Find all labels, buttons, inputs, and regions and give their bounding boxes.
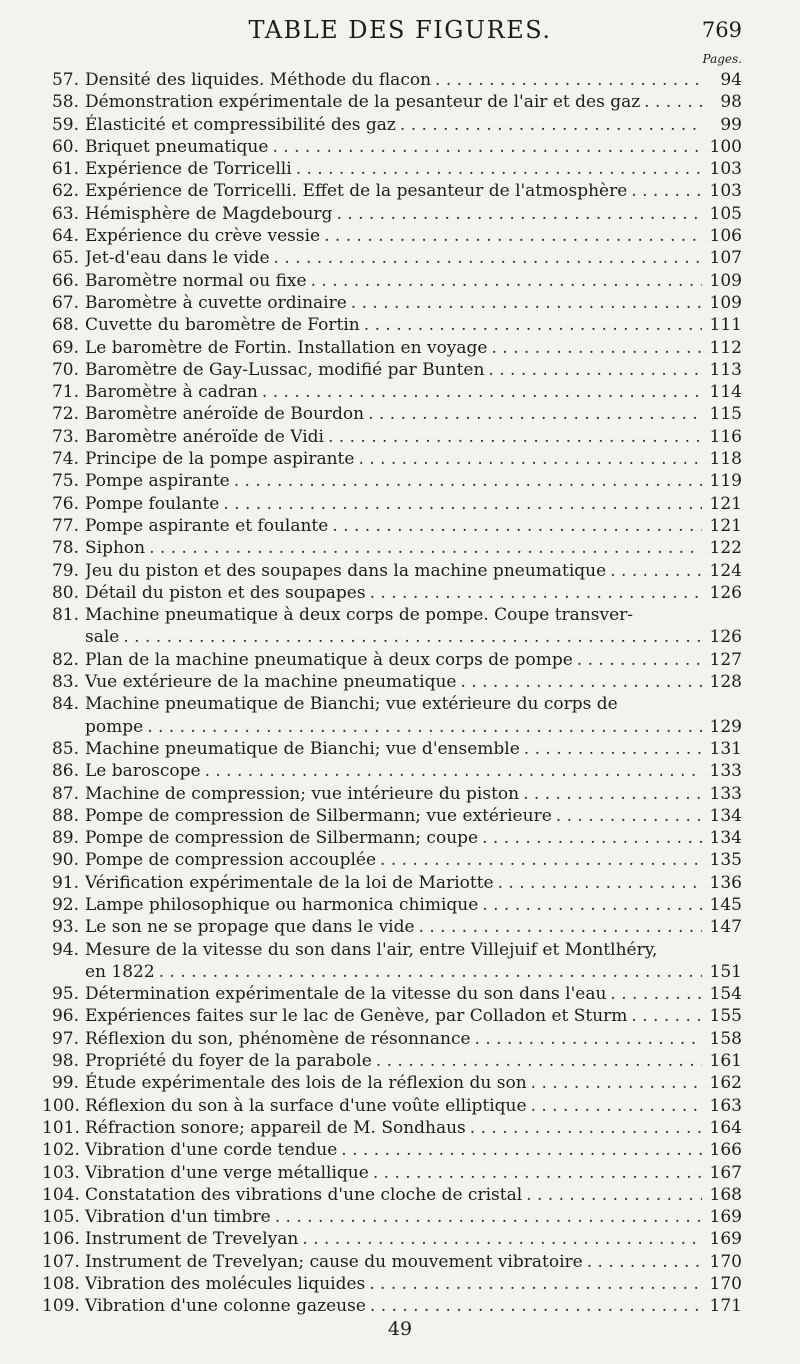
figure-number: 87. — [51, 783, 79, 804]
figure-title: Le son ne se propage que dans le vide — [85, 917, 415, 938]
figure-number: 80. — [51, 582, 79, 603]
figure-title: Densité des liquides. Méthode du flacon — [85, 70, 432, 90]
figure-title: Démonstration expérimentale de la pesanteur de l'air et des gaz — [85, 92, 641, 113]
figure-number: 86. — [51, 761, 79, 782]
list-item-continuation — [42, 716, 742, 738]
dot-leader — [365, 1273, 702, 1295]
dot-leader — [366, 582, 702, 604]
dot-leader — [292, 158, 702, 180]
figure-title: Réflexion du son à la surface d'une voûte elliptique — [85, 1095, 527, 1116]
figure-title: Détail du piston et des soupapes — [85, 582, 366, 603]
figure-number: 92. — [51, 894, 79, 915]
figure-number: 106. — [42, 1229, 80, 1250]
figure-title: Machine pneumatique de Bianchi; vue extérieure du corps de — [85, 694, 618, 715]
list-item — [42, 649, 742, 671]
dot-leader — [396, 114, 702, 136]
list-item — [42, 515, 742, 537]
page-ref: 121 — [709, 493, 742, 514]
figure-number: 103. — [42, 1162, 80, 1183]
dot-leader — [520, 738, 702, 760]
page-ref: 168 — [709, 1184, 742, 1205]
figure-number: 100. — [42, 1095, 80, 1116]
list-item — [42, 1005, 742, 1027]
page-ref: 164 — [709, 1117, 742, 1138]
figure-number: 109. — [42, 1296, 80, 1317]
page-ref: 113 — [709, 359, 742, 380]
page-ref: 162 — [709, 1073, 742, 1094]
figure-title: Mesure de la vitesse du son dans l'air, entre Villejuif et Montlhéry, — [85, 939, 658, 960]
dot-leader — [320, 225, 702, 247]
figure-title: Baromètre à cuvette ordinaire — [85, 292, 347, 313]
figure-title: Pompe de compression accouplée — [85, 850, 377, 871]
page-ref: 127 — [709, 649, 742, 670]
figure-title: Instrument de Trevelyan; cause du mouvement vibratoire — [85, 1251, 583, 1272]
figure-title: Pompe aspirante et foulante — [85, 515, 329, 536]
dot-leader — [488, 337, 703, 359]
figure-number: 107. — [42, 1251, 80, 1272]
page-ref: 118 — [709, 449, 742, 470]
figure-number: 102. — [42, 1140, 80, 1161]
figure-number: 88. — [51, 805, 79, 826]
figure-number: 65. — [51, 248, 79, 269]
list-item — [42, 247, 742, 269]
dot-leader — [307, 270, 702, 292]
list-item — [42, 916, 742, 938]
figure-number: 101. — [42, 1117, 80, 1138]
figure-title: Siphon — [85, 538, 146, 559]
list-item — [42, 1206, 742, 1228]
dot-leader — [201, 760, 702, 782]
figure-title: Vibration d'un timbre — [85, 1207, 271, 1228]
dot-leader — [478, 827, 702, 849]
list-item — [42, 359, 742, 381]
figure-number: 76. — [51, 493, 79, 514]
page-ref: 147 — [709, 917, 742, 938]
figure-number: 58. — [51, 92, 79, 113]
page-ref: 115 — [709, 404, 742, 425]
page-ref: 112 — [709, 337, 742, 358]
dot-leader — [364, 403, 702, 425]
page-ref: 105 — [709, 203, 742, 224]
list-item — [42, 314, 742, 336]
dot-leader — [431, 69, 702, 91]
figure-title: Pompe de compression de Silbermann; coupe — [85, 828, 479, 849]
list-item-continuation — [42, 961, 742, 983]
page-number: 769 — [701, 18, 742, 42]
list-item — [42, 69, 742, 91]
figure-number: 85. — [51, 738, 79, 759]
list-item — [42, 426, 742, 448]
list-item — [42, 604, 742, 626]
dot-leader — [640, 91, 702, 113]
figure-title: Hémisphère de Magdebourg — [85, 203, 333, 224]
figure-number: 108. — [42, 1274, 80, 1295]
list-item — [42, 582, 742, 604]
list-item — [42, 783, 742, 805]
figure-number: 74. — [51, 449, 79, 470]
figure-title: Jeu du piston et des soupapes dans la machine pneumatique — [85, 560, 607, 581]
list-item — [42, 827, 742, 849]
page-ref: 98 — [720, 92, 742, 113]
figure-number: 90. — [51, 850, 79, 871]
page-ref: 107 — [709, 248, 742, 269]
figure-number: 95. — [51, 984, 79, 1005]
figure-title: Pompe foulante — [85, 493, 220, 514]
list-item — [42, 1139, 742, 1161]
page-ref: 166 — [709, 1140, 742, 1161]
figure-title: Élasticité et compressibilité des gaz — [85, 114, 396, 135]
page-ref: 129 — [709, 716, 742, 737]
dot-leader — [627, 180, 702, 202]
list-item — [42, 849, 742, 871]
figure-title: Expérience de Torricelli. Effet de la pesanteur de l'atmosphère — [85, 181, 628, 202]
page-ref: 103 — [709, 181, 742, 202]
figure-title: Baromètre anéroïde de Vidi — [85, 426, 324, 447]
figure-number: 91. — [51, 872, 79, 893]
figure-title: Expérience du crève vessie — [85, 226, 321, 247]
dot-leader — [583, 1251, 702, 1273]
list-item — [42, 493, 742, 515]
list-item — [42, 1184, 742, 1206]
page-ref: 126 — [709, 582, 742, 603]
list-item — [42, 1095, 742, 1117]
dot-leader — [328, 515, 702, 537]
page-ref: 100 — [709, 136, 742, 157]
list-item-continuation — [42, 626, 742, 648]
figure-number: 97. — [51, 1028, 79, 1049]
page-ref: 135 — [709, 850, 742, 871]
figure-title: Machine pneumatique de Bianchi; vue d'ensemble — [85, 738, 520, 759]
figure-title: Réfraction sonore; appareil de M. Sondhaus — [85, 1117, 466, 1138]
dot-leader — [143, 716, 702, 738]
page-ref: 145 — [709, 894, 742, 915]
dot-leader — [484, 359, 702, 381]
dot-leader — [332, 203, 702, 225]
page-ref: 121 — [709, 515, 742, 536]
figure-number: 64. — [51, 226, 79, 247]
figure-number: 89. — [51, 828, 79, 849]
list-item — [42, 1117, 742, 1139]
list-item — [42, 448, 742, 470]
list-item — [42, 693, 742, 715]
figure-number: 78. — [51, 538, 79, 559]
dot-leader — [155, 961, 702, 983]
figure-title: Le baroscope — [85, 761, 201, 782]
figure-number: 72. — [51, 404, 79, 425]
figure-number: 69. — [51, 337, 79, 358]
dot-leader — [360, 314, 702, 336]
figure-number: 82. — [51, 649, 79, 670]
dot-leader — [324, 426, 702, 448]
figure-title: Machine de compression; vue intérieure du piston — [85, 783, 520, 804]
list-item — [42, 180, 742, 202]
figure-number: 66. — [51, 270, 79, 291]
figure-title: Vibration d'une verge métallique — [85, 1162, 369, 1183]
page-ref: 109 — [709, 270, 742, 291]
page-ref: 169 — [709, 1229, 742, 1250]
figure-number: 59. — [51, 114, 79, 135]
dot-leader — [376, 849, 702, 871]
page-ref: 94 — [720, 70, 742, 90]
list-item — [42, 203, 742, 225]
list-item — [42, 470, 742, 492]
figure-title: Vibration des molécules liquides — [85, 1274, 366, 1295]
list-item — [42, 91, 742, 113]
figure-number: 83. — [51, 672, 79, 693]
figure-title: Cuvette du baromètre de Fortin — [85, 315, 360, 336]
page-ref: 99 — [720, 114, 742, 135]
dot-leader — [298, 1228, 702, 1250]
list-item — [42, 292, 742, 314]
dot-leader — [606, 560, 702, 582]
figure-number: 57. — [51, 70, 79, 90]
page-ref: 158 — [709, 1028, 742, 1049]
dot-leader — [519, 783, 702, 805]
figure-number: 63. — [51, 203, 79, 224]
list-item — [42, 805, 742, 827]
dot-leader — [471, 1028, 702, 1050]
page-ref: 133 — [709, 761, 742, 782]
figure-title-continuation: sale — [85, 627, 120, 648]
page-title: TABLE DES FIGURES. — [248, 16, 552, 44]
page-ref: 124 — [709, 560, 742, 581]
dot-leader — [366, 1295, 702, 1317]
figure-title: Baromètre normal ou fixe — [85, 270, 307, 291]
pages-column-label: Pages. — [702, 52, 742, 66]
list-item — [42, 225, 742, 247]
page-ref: 169 — [709, 1207, 742, 1228]
dot-leader — [347, 292, 702, 314]
list-item — [42, 158, 742, 180]
page-ref: 128 — [709, 672, 742, 693]
page-ref: 131 — [709, 738, 742, 759]
dot-leader — [606, 983, 702, 1005]
figure-number: 70. — [51, 359, 79, 380]
list-item — [42, 1028, 742, 1050]
figure-title: Réflexion du son, phénomène de résonnance — [85, 1028, 471, 1049]
page-ref: 109 — [709, 292, 742, 313]
dot-leader — [230, 470, 702, 492]
page-ref: 151 — [709, 961, 742, 982]
dot-leader — [271, 1206, 702, 1228]
dot-leader — [494, 872, 702, 894]
figure-number: 61. — [51, 159, 79, 180]
list-item — [42, 537, 742, 559]
figure-title: Baromètre à cadran — [85, 382, 258, 403]
list-item — [42, 760, 742, 782]
dot-leader — [527, 1072, 702, 1094]
figure-title: Plan de la machine pneumatique à deux corps de pompe — [85, 649, 573, 670]
figure-title: Pompe de compression de Silbermann; vue extérieure — [85, 805, 552, 826]
list-item — [42, 738, 742, 760]
figure-number: 105. — [42, 1207, 80, 1228]
dot-leader — [466, 1117, 702, 1139]
list-item — [42, 894, 742, 916]
list-item — [42, 136, 742, 158]
page-ref: 170 — [709, 1251, 742, 1272]
dot-leader — [145, 537, 702, 559]
list-item — [42, 403, 742, 425]
dot-leader — [415, 916, 702, 938]
figure-title: Vibration d'une corde tendue — [85, 1140, 338, 1161]
figure-title-continuation: en 1822 — [85, 961, 155, 982]
figure-number: 62. — [51, 181, 79, 202]
dot-leader — [337, 1139, 702, 1161]
page-ref: 167 — [709, 1162, 742, 1183]
page-ref: 134 — [709, 805, 742, 826]
figure-number: 73. — [51, 426, 79, 447]
page-ref: 154 — [709, 984, 742, 1005]
page-ref: 171 — [709, 1296, 742, 1317]
dot-leader — [552, 805, 702, 827]
dot-leader — [354, 448, 702, 470]
list-item — [42, 1251, 742, 1273]
page-ref: 163 — [709, 1095, 742, 1116]
figure-title: Pompe aspirante — [85, 471, 230, 492]
page-ref: 114 — [709, 382, 742, 403]
page-ref: 136 — [709, 872, 742, 893]
figure-number: 60. — [51, 136, 79, 157]
list-item — [42, 1050, 742, 1072]
figure-title: Vue extérieure de la machine pneumatique — [85, 672, 457, 693]
dot-leader — [573, 649, 702, 671]
figure-title: Expérience de Torricelli — [85, 159, 292, 180]
figure-number: 75. — [51, 471, 79, 492]
page-ref: 116 — [709, 426, 742, 447]
figure-title: Lampe philosophique ou harmonica chimique — [85, 894, 479, 915]
page-ref: 126 — [709, 627, 742, 648]
list-item — [42, 1295, 742, 1317]
dot-leader — [527, 1095, 702, 1117]
figure-number: 98. — [51, 1051, 79, 1072]
figure-number: 104. — [42, 1184, 80, 1205]
list-item — [42, 1072, 742, 1094]
page-ref: 161 — [709, 1051, 742, 1072]
page-ref: 170 — [709, 1274, 742, 1295]
dot-leader — [627, 1005, 702, 1027]
list-item — [42, 1228, 742, 1250]
figure-title: Vérification expérimentale de la loi de Mariotte — [85, 872, 494, 893]
signature-mark: 49 — [387, 1318, 413, 1340]
page-ref: 155 — [709, 1006, 742, 1027]
page-ref: 133 — [709, 783, 742, 804]
figure-title: Constatation des vibrations d'une cloche de cristal — [85, 1184, 523, 1205]
list-item — [42, 983, 742, 1005]
figure-list — [42, 69, 742, 1318]
figure-number: 81. — [51, 605, 79, 626]
figure-title: Principe de la pompe aspirante — [85, 449, 355, 470]
figure-title: Instrument de Trevelyan — [85, 1229, 299, 1250]
figure-number: 84. — [51, 694, 79, 715]
list-item — [42, 1162, 742, 1184]
list-item — [42, 872, 742, 894]
dot-leader — [268, 136, 702, 158]
page-ref: 119 — [709, 471, 742, 492]
figure-title: Baromètre de Gay-Lussac, modifié par Bunten — [85, 359, 485, 380]
list-item — [42, 1273, 742, 1295]
page-ref: 122 — [709, 538, 742, 559]
page-ref: 103 — [709, 159, 742, 180]
dot-leader — [369, 1162, 702, 1184]
list-item — [42, 381, 742, 403]
page-header — [0, 16, 800, 46]
figure-title: Propriété du foyer de la parabole — [85, 1051, 372, 1072]
figure-title: Vibration d'une colonne gazeuse — [85, 1296, 366, 1317]
dot-leader — [258, 381, 702, 403]
list-item — [42, 671, 742, 693]
page-ref: 134 — [709, 828, 742, 849]
list-item — [42, 560, 742, 582]
dot-leader — [219, 493, 702, 515]
dot-leader — [456, 671, 702, 693]
figure-number: 71. — [51, 382, 79, 403]
list-item — [42, 114, 742, 136]
page-ref: 111 — [709, 315, 742, 336]
figure-title-continuation: pompe — [85, 716, 144, 737]
figure-number: 96. — [51, 1006, 79, 1027]
dot-leader — [270, 247, 702, 269]
figure-number: 77. — [51, 515, 79, 536]
dot-leader — [372, 1050, 702, 1072]
figure-title: Détermination expérimentale de la vitesse du son dans l'eau — [85, 984, 607, 1005]
figure-number: 67. — [51, 292, 79, 313]
figure-title: Machine pneumatique à deux corps de pompe. Coupe transver- — [85, 605, 634, 626]
figure-number: 68. — [51, 315, 79, 336]
list-item — [42, 939, 742, 961]
figure-number: 99. — [51, 1073, 79, 1094]
dot-leader — [522, 1184, 702, 1206]
figure-number: 93. — [51, 917, 79, 938]
list-item — [42, 270, 742, 292]
figure-title: Baromètre anéroïde de Bourdon — [85, 404, 365, 425]
dot-leader — [119, 626, 702, 648]
list-item — [42, 337, 742, 359]
figure-title: Expériences faites sur le lac de Genève, par Colladon et Sturm — [85, 1006, 628, 1027]
figure-number: 79. — [51, 560, 79, 581]
figure-title: Étude expérimentale des lois de la réflexion du son — [85, 1073, 527, 1094]
dot-leader — [478, 894, 702, 916]
figure-title: Le baromètre de Fortin. Installation en voyage — [85, 337, 488, 358]
figure-title: Jet-d'eau dans le vide — [85, 248, 270, 269]
figure-number: 94. — [51, 939, 79, 960]
page-ref: 106 — [709, 226, 742, 247]
figure-title: Briquet pneumatique — [85, 136, 269, 157]
